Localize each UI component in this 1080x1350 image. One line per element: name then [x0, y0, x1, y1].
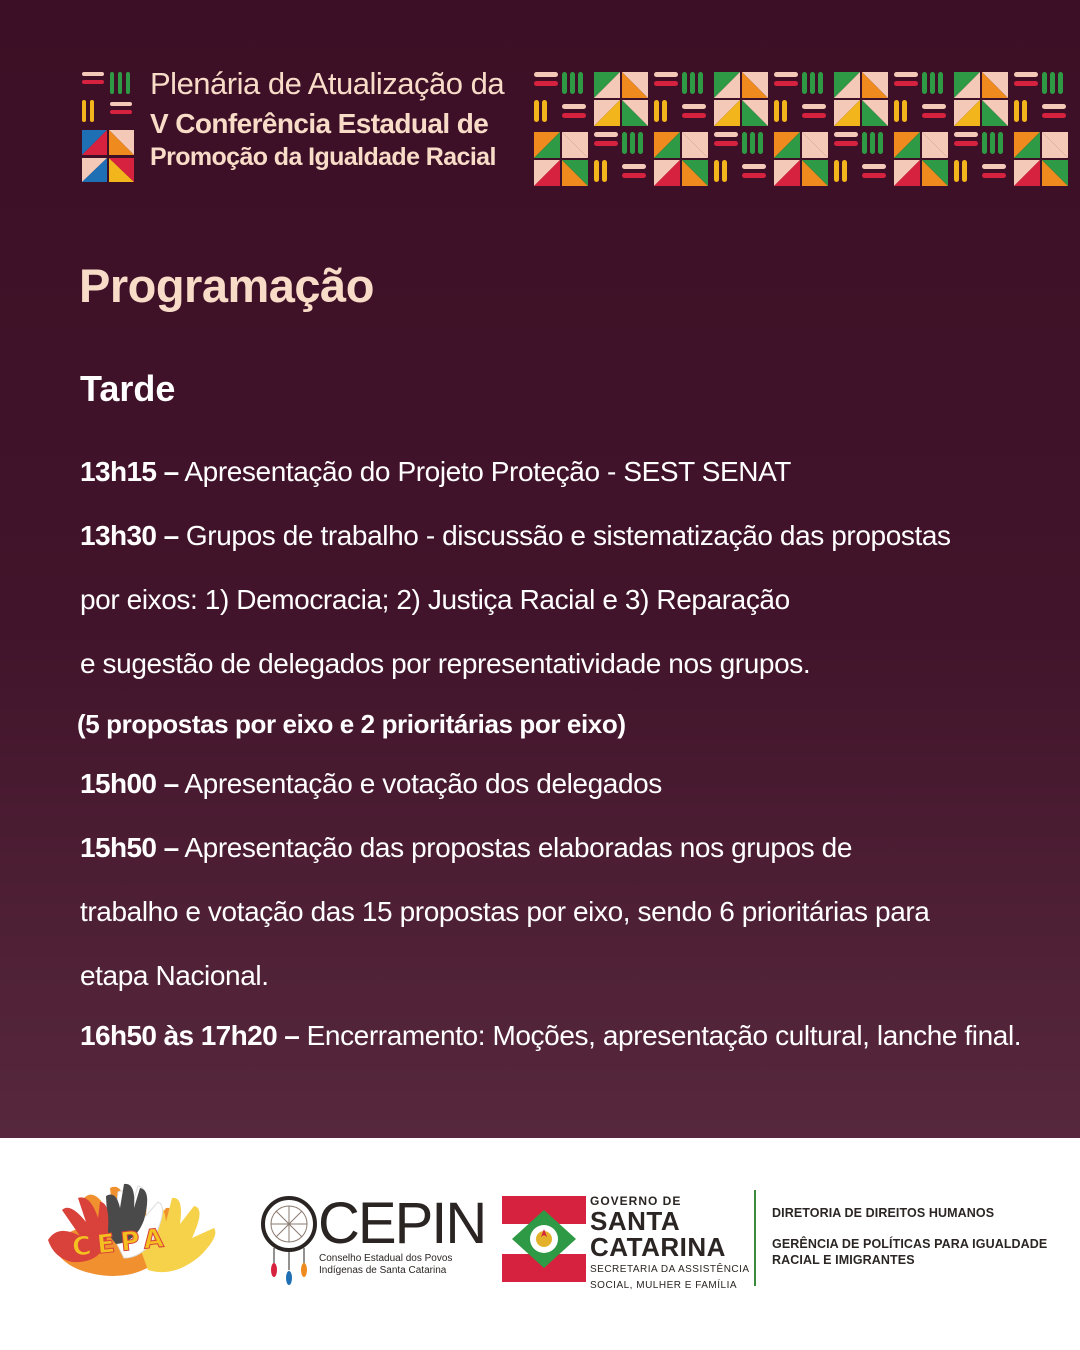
pattern-shape: [722, 160, 727, 182]
pattern-shape: [930, 72, 935, 94]
pattern-shape: [782, 100, 787, 122]
pattern-shape: [1050, 72, 1055, 94]
diretoria-label: DIRETORIA DE DIREITOS HUMANOS: [772, 1206, 995, 1220]
pattern-shape: [714, 132, 738, 137]
pattern-shape: [982, 164, 1006, 169]
schedule-item: [80, 1010, 1040, 1074]
schedule-item: [80, 758, 1040, 822]
pattern-shape: [982, 173, 1006, 178]
decorative-pattern: [532, 70, 1077, 186]
schedule-continuation: [80, 950, 1040, 1010]
pattern-shape: [1042, 72, 1047, 94]
pattern-shape: [622, 173, 646, 178]
pattern-shape: [802, 113, 826, 118]
gerencia-line1: GERÊNCIA DE POLÍTICAS PARA IGUALDADE: [772, 1237, 1048, 1251]
pattern-shape: [630, 132, 635, 154]
schedule-text: por eixos: 1) Democracia; 2) Justiça Racial e 3) Reparação: [80, 584, 790, 615]
schedule-text: etapa Nacional.: [80, 960, 269, 991]
pattern-shape: [954, 160, 959, 182]
pattern-shape: [1042, 104, 1066, 109]
pattern-shape: [594, 141, 618, 146]
schedule-item: [80, 446, 1040, 510]
pattern-shape: [922, 72, 927, 94]
cepin-logo-text: CEPIN: [318, 1191, 486, 1256]
footer-divider: [754, 1190, 756, 1286]
pattern-shape: [842, 160, 847, 182]
pattern-shape: [742, 164, 766, 169]
pattern-shape: [834, 132, 858, 137]
pattern-shape: [774, 72, 798, 77]
schedule-list: [77, 446, 1040, 1074]
pattern-shape: [802, 72, 807, 94]
pattern-shape: [954, 141, 978, 146]
pattern-shape: [690, 72, 695, 94]
pattern-shape: [774, 81, 798, 86]
pattern-shape: [682, 72, 687, 94]
pattern-shape: [1042, 113, 1066, 118]
pattern-shape: [802, 104, 826, 109]
event-title-line1: Plenária de Atualização da: [150, 66, 505, 101]
government-name: [590, 1194, 750, 1292]
pattern-shape: [1014, 72, 1038, 77]
event-title: [150, 66, 510, 172]
schedule-time: 15h00 –: [80, 768, 179, 799]
schedule-item: [80, 822, 1040, 886]
pattern-shape: [534, 100, 539, 122]
pattern-shape: [654, 100, 659, 122]
pattern-shape: [562, 72, 567, 94]
schedule-text: Encerramento: Moções, apresentação cultural, lanche final.: [299, 1020, 1022, 1051]
gerencia-line2: RACIAL E IMIGRANTES: [772, 1253, 915, 1267]
pattern-shape: [990, 132, 995, 154]
schedule-time: 13h15 –: [80, 456, 179, 487]
pattern-shape: [998, 132, 1003, 154]
pattern-shape: [714, 141, 738, 146]
pattern-shape: [870, 132, 875, 154]
sponsor-footer: [0, 1138, 1080, 1350]
pattern-shape: [578, 72, 583, 94]
pattern-shape: [534, 72, 558, 77]
schedule-text: Grupos de trabalho - discussão e sistematização das propostas: [178, 520, 951, 551]
event-brand-icon: [80, 70, 136, 184]
pattern-shape: [1014, 100, 1019, 122]
schedule-text: Apresentação das propostas elaboradas nos grupos de: [178, 832, 853, 863]
pattern-shape: [594, 132, 618, 137]
pattern-shape: [982, 132, 987, 154]
pattern-shape: [534, 81, 558, 86]
pattern-shape: [570, 72, 575, 94]
schedule-note-text: (5 propostas por eixo e 2 prioritárias por eixo): [77, 709, 626, 739]
pattern-shape: [894, 72, 918, 77]
schedule-text: e sugestão de delegados por representatividade nos grupos.: [80, 648, 811, 679]
state-name-line2: CATARINA: [590, 1232, 726, 1262]
pattern-shape: [682, 104, 706, 109]
pattern-shape: [894, 81, 918, 86]
pattern-shape: [758, 132, 763, 154]
pattern-shape: [542, 100, 547, 122]
schedule-time: 15h50 –: [80, 832, 179, 863]
schedule-continuation: [80, 574, 1040, 638]
pattern-shape: [638, 132, 643, 154]
pattern-shape: [622, 164, 646, 169]
pattern-shape: [654, 81, 678, 86]
pattern-shape: [962, 160, 967, 182]
pattern-shape: [954, 132, 978, 137]
santa-catarina-flag-icon: [502, 1196, 586, 1282]
pattern-shape: [834, 141, 858, 146]
secretaria-line1: SECRETARIA DA ASSISTÊNCIA: [590, 1264, 750, 1275]
pattern-shape: [654, 72, 678, 77]
government-label: GOVERNO DE: [590, 1194, 682, 1208]
pattern-shape: [1058, 72, 1063, 94]
pattern-shape: [594, 160, 599, 182]
pattern-shape: [894, 100, 899, 122]
cepin-subtitle: [319, 1253, 469, 1277]
pattern-shape: [774, 100, 779, 122]
pattern-shape: [862, 164, 886, 169]
pattern-shape: [562, 104, 586, 109]
secretaria-line2: SOCIAL, MULHER E FAMÍLIA: [590, 1280, 738, 1291]
schedule-text: Apresentação e votação dos delegados: [178, 768, 662, 799]
pattern-shape: [818, 72, 823, 94]
pattern-shape: [810, 72, 815, 94]
pattern-shape: [602, 160, 607, 182]
pattern-shape: [834, 160, 839, 182]
pattern-shape: [742, 173, 766, 178]
schedule-text: Apresentação do Projeto Proteção - SEST SENAT: [178, 456, 791, 487]
section-title: Programação: [79, 259, 374, 312]
schedule-continuation: [80, 886, 1040, 950]
cepin-subtitle-line2: Indígenas de Santa Catarina: [319, 1265, 447, 1276]
pattern-shape: [878, 132, 883, 154]
cepa-logo-text: CEPA: [70, 1222, 171, 1264]
state-name-line1: SANTA: [590, 1206, 681, 1236]
pattern-shape: [1022, 100, 1027, 122]
dreamcatcher-icon: [258, 1194, 320, 1286]
period-title: Tarde: [80, 368, 176, 409]
pattern-shape: [922, 104, 946, 109]
schedule-continuation: [80, 638, 1040, 698]
cepin-subtitle-line1: Conselho Estadual dos Povos: [319, 1253, 453, 1264]
pattern-shape: [698, 72, 703, 94]
pattern-shape: [1014, 81, 1038, 86]
event-title-line3: Promoção da Igualdade Racial: [150, 142, 496, 171]
schedule-text: trabalho e votação das 15 propostas por eixo, sendo 6 prioritárias para: [80, 896, 930, 927]
event-title-line2: V Conferência Estadual de: [150, 107, 489, 139]
pattern-shape: [902, 100, 907, 122]
pattern-shape: [622, 132, 627, 154]
pattern-shape: [742, 132, 747, 154]
pattern-shape: [922, 113, 946, 118]
schedule-item: [80, 510, 1040, 574]
gerencia-label: [772, 1236, 1052, 1268]
schedule-time: 13h30 –: [80, 520, 179, 551]
pattern-shape: [938, 72, 943, 94]
schedule-time: 16h50 às 17h20 –: [80, 1020, 300, 1051]
pattern-shape: [862, 132, 867, 154]
pattern-shape: [750, 132, 755, 154]
pattern-shape: [862, 173, 886, 178]
pattern-shape: [682, 113, 706, 118]
pattern-shape: [714, 160, 719, 182]
schedule-note: [77, 698, 1040, 758]
pattern-shape: [662, 100, 667, 122]
pattern-shape: [562, 113, 586, 118]
